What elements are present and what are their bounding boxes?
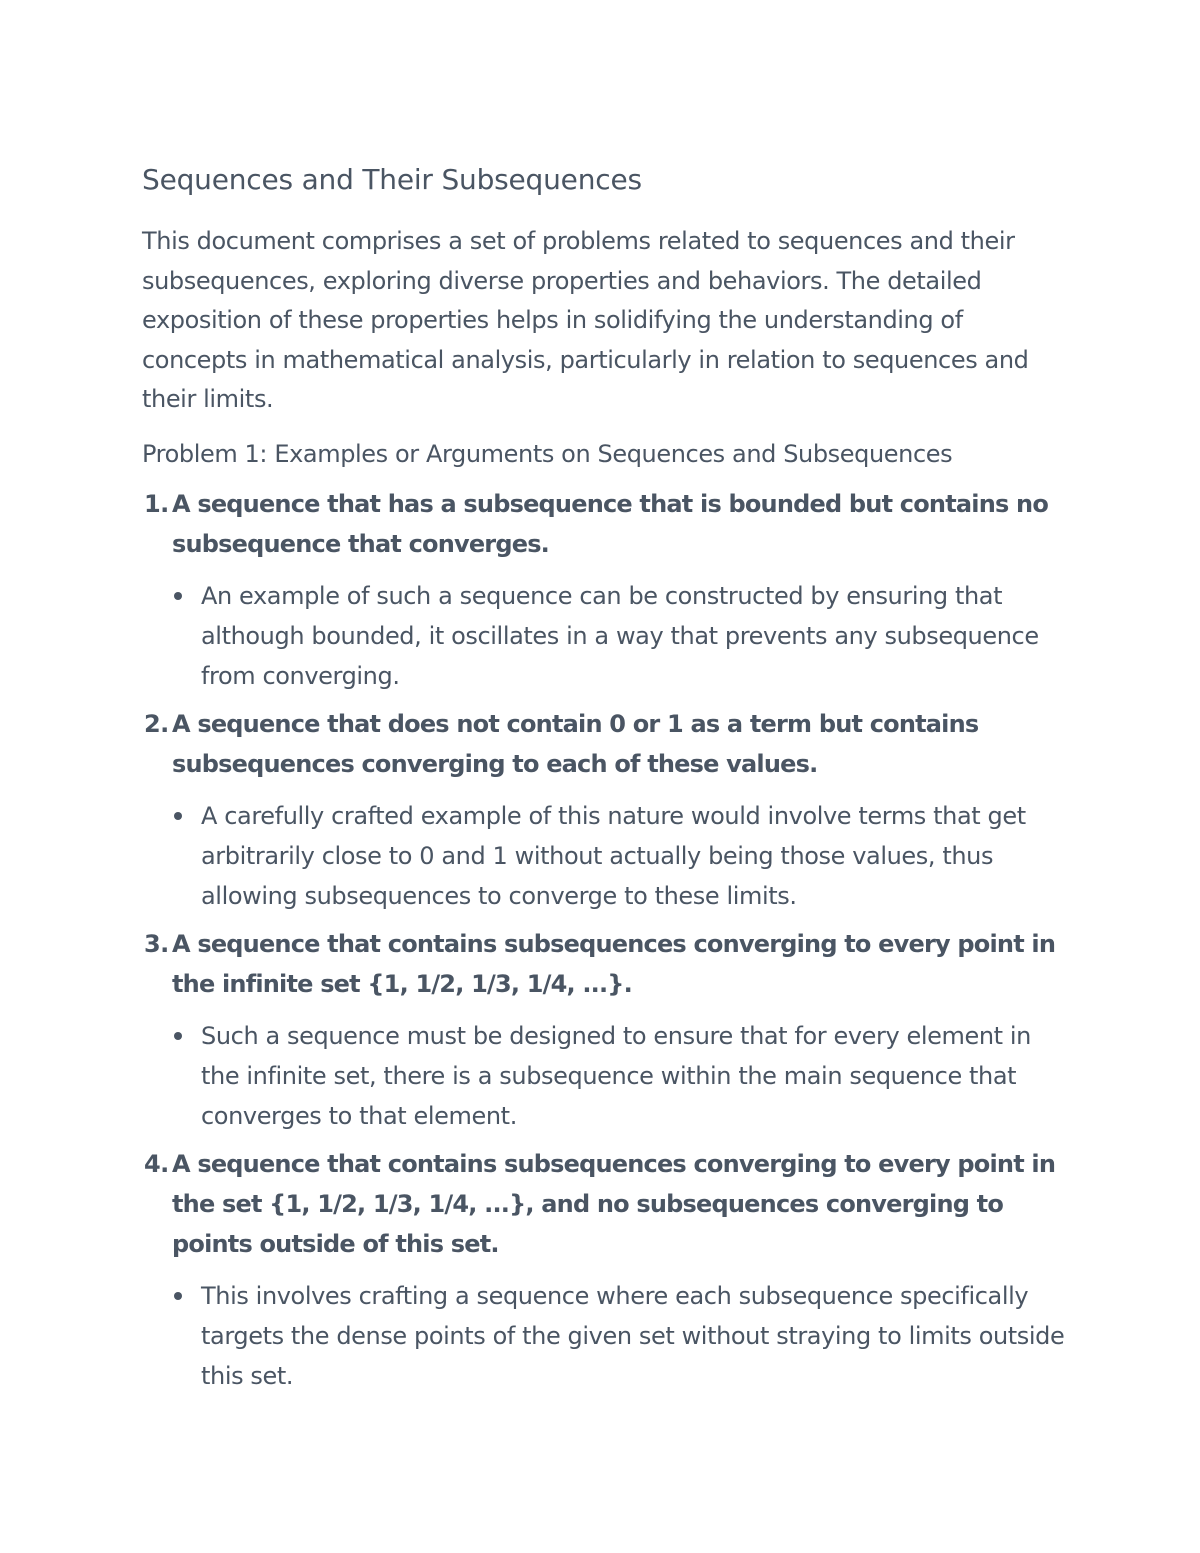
bullet-list — [172, 1016, 1072, 1136]
bullet-text: Such a sequence must be designed to ensure that for every element in the infinite set, there is a subsequence within the main sequence that converges to that element. — [201, 1021, 1031, 1130]
bullet-list — [172, 576, 1072, 696]
problem-list — [142, 484, 1072, 1396]
bullet-text: This involves crafting a sequence where each subsequence specifically targets the dense points of the given set without straying to limits outside this set. — [201, 1281, 1065, 1390]
list-item — [142, 924, 1072, 1136]
item-number: 1. — [144, 489, 169, 518]
problem-heading: Problem 1: Examples or Arguments on Sequences and Subsequences — [142, 439, 953, 468]
bullet-text: An example of such a sequence can be constructed by ensuring that although bounded, it oscillates in a way that prevents any subsequence from converging. — [201, 581, 1039, 690]
item-statement: A sequence that contains subsequences converging to every point in the infinite set {1, 1/2, 1/3, 1/4, ...}. — [172, 929, 1056, 998]
bullet-dot-icon — [174, 592, 182, 600]
bullet-item — [172, 1276, 1072, 1396]
document-page — [142, 158, 1072, 1404]
item-number: 3. — [144, 929, 169, 958]
intro-paragraph: This document comprises a set of problems related to sequences and their subsequences, exploring diverse properties and behaviors. The detailed exposition of these properties helps in solidifying the understanding of concepts in mathematical analysis, particularly in relation to sequences and their limits. — [142, 227, 1029, 413]
item-statement: A sequence that does not contain 0 or 1 as a term but contains subsequences converging to each of these values. — [172, 709, 979, 778]
bullet-text: A carefully crafted example of this nature would involve terms that get arbitrarily close to 0 and 1 without actually being those values, thus allowing subsequences to converge to these limits. — [201, 801, 1026, 910]
item-number: 4. — [144, 1149, 169, 1178]
list-item — [142, 704, 1072, 916]
bullet-dot-icon — [174, 812, 182, 820]
list-item — [142, 1144, 1072, 1396]
bullet-item — [172, 796, 1072, 916]
bullet-list — [172, 1276, 1072, 1396]
document-title: Sequences and Their Subsequences — [142, 163, 642, 196]
bullet-item — [172, 576, 1072, 696]
item-number: 2. — [144, 709, 169, 738]
bullet-item — [172, 1016, 1072, 1136]
bullet-list — [172, 796, 1072, 916]
bullet-dot-icon — [174, 1032, 182, 1040]
bullet-dot-icon — [174, 1292, 182, 1300]
list-item — [142, 484, 1072, 696]
item-statement: A sequence that contains subsequences converging to every point in the set {1, 1/2, 1/3, 1/4, ...}, and no subsequences converging to points outside of this set. — [172, 1149, 1056, 1258]
item-statement: A sequence that has a subsequence that is bounded but contains no subsequence that converges. — [172, 489, 1049, 558]
